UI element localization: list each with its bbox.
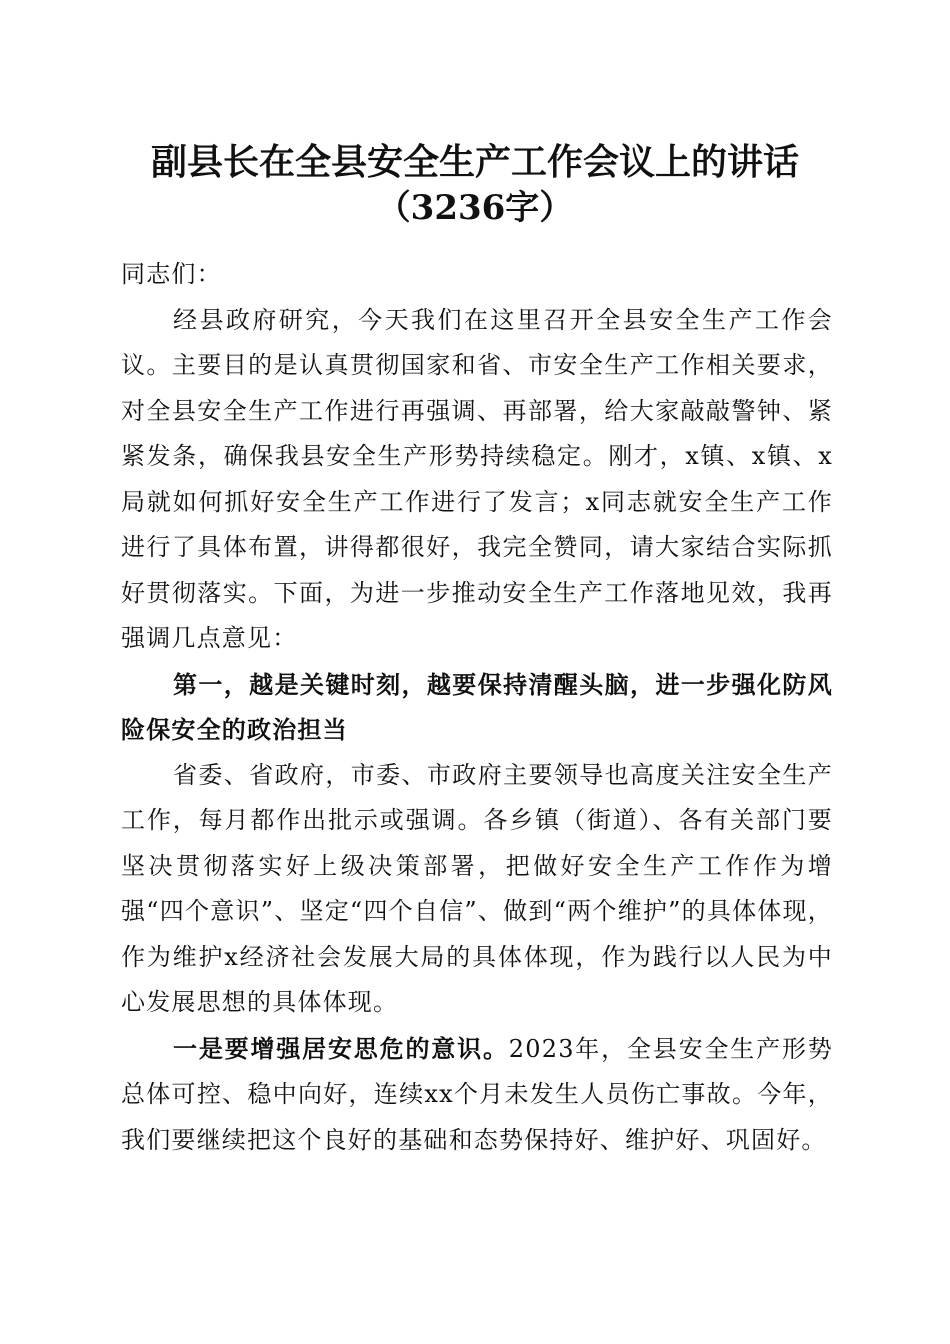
paragraph-vigilance bbox=[121, 1026, 833, 1164]
document-word-count: （3236字） bbox=[376, 188, 574, 228]
paragraph-vigilance-text: 2023年，全县安全生产形势总体可控、稳中向好，连续xx个月未发生人员伤亡事故。今年，我们要继续把这个良好的基础和态势保持好、维护好、巩固好。 bbox=[121, 1034, 833, 1154]
paragraph-political-responsibility: 省委、省政府，市委、市政府主要领导也高度关注安全生产工作，每月都作出批示或强调。各乡镇（街道）、各有关部门要坚决贯彻落实好上级决策部署，把做好安全生产工作作为增强“四个意识”、坚定“四个自信”、做到“两个维护”的具体体现，作为维护x经济社会发展大局的具体体现，作为践行以人民为中心发展思想的具体体现。 bbox=[121, 760, 833, 1016]
paragraph-vigilance-lead: 一是要增强居安思危的意识。 bbox=[173, 1033, 509, 1063]
salutation: 同志们： bbox=[121, 260, 222, 288]
document-body bbox=[121, 252, 833, 1163]
section-heading-first: 第一，越是关键时刻，越要保持清醒头脑，进一步强化防风险保安全的政治担当 bbox=[121, 669, 833, 744]
paragraph-intro: 经县政府研究，今天我们在这里召开全县安全生产工作会议。主要目的是认真贯彻国家和省、市安全生产工作相关要求，对全县安全生产工作进行再强调、再部署，给大家敲敲警钟、紧紧发条，确保我县安全生产形势持续稳定。刚才，x镇、x镇、x局就如何抓好安全生产工作进行了发言；x同志就安全生产工作进行了具体布置，讲得都很好，我完全赞同，请大家结合实际抓好贯彻落实。下面，为进一步推动安全生产工作落地见效，我再强调几点意见： bbox=[121, 305, 833, 652]
document-title: 副县长在全县安全生产工作会议上的讲话 bbox=[150, 141, 799, 183]
